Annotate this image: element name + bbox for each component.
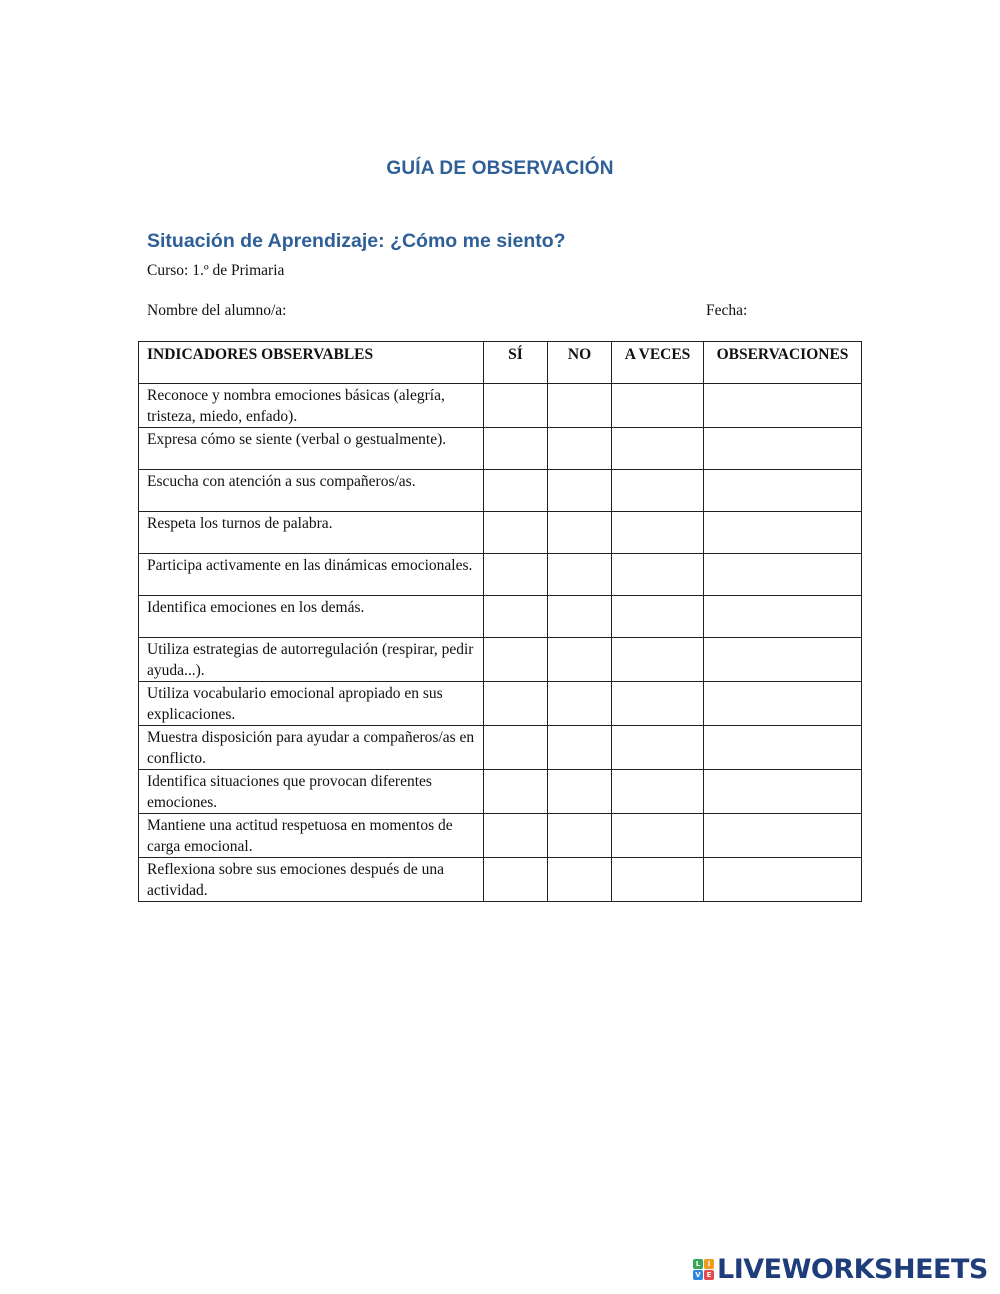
course-label: Curso: 1.º de Primaria bbox=[147, 262, 285, 279]
yes-cell[interactable] bbox=[484, 682, 548, 726]
table-row bbox=[139, 554, 862, 596]
no-cell[interactable] bbox=[548, 428, 612, 470]
table-row bbox=[139, 682, 862, 726]
column-header-observations: OBSERVACIONES bbox=[704, 342, 862, 384]
observations-cell[interactable] bbox=[704, 726, 862, 770]
table-header-row bbox=[139, 342, 862, 384]
table-row bbox=[139, 858, 862, 902]
sometimes-cell[interactable] bbox=[612, 682, 704, 726]
column-header-sometimes: A VECES bbox=[612, 342, 704, 384]
sometimes-cell[interactable] bbox=[612, 384, 704, 428]
observations-cell[interactable] bbox=[704, 554, 862, 596]
liveworksheets-brand bbox=[693, 1254, 988, 1284]
no-cell[interactable] bbox=[548, 726, 612, 770]
table-body bbox=[139, 384, 862, 902]
table-row bbox=[139, 512, 862, 554]
indicator-cell: Expresa cómo se siente (verbal o gestualmente). bbox=[139, 428, 484, 470]
no-cell[interactable] bbox=[548, 638, 612, 682]
logo-tile: V bbox=[693, 1270, 703, 1280]
sometimes-cell[interactable] bbox=[612, 770, 704, 814]
yes-cell[interactable] bbox=[484, 384, 548, 428]
no-cell[interactable] bbox=[548, 596, 612, 638]
indicator-cell: Participa activamente en las dinámicas emocionales. bbox=[139, 554, 484, 596]
table-row bbox=[139, 596, 862, 638]
observations-cell[interactable] bbox=[704, 858, 862, 902]
table-row bbox=[139, 814, 862, 858]
no-cell[interactable] bbox=[548, 470, 612, 512]
indicator-cell: Identifica emociones en los demás. bbox=[139, 596, 484, 638]
observation-table bbox=[138, 341, 862, 902]
table-row bbox=[139, 470, 862, 512]
yes-cell[interactable] bbox=[484, 512, 548, 554]
yes-cell[interactable] bbox=[484, 638, 548, 682]
no-cell[interactable] bbox=[548, 554, 612, 596]
observations-cell[interactable] bbox=[704, 512, 862, 554]
sometimes-cell[interactable] bbox=[612, 638, 704, 682]
yes-cell[interactable] bbox=[484, 554, 548, 596]
brand-name: LIVEWORKSHEETS bbox=[717, 1253, 988, 1285]
observations-cell[interactable] bbox=[704, 384, 862, 428]
indicator-cell: Reconoce y nombra emociones básicas (alegría, tristeza, miedo, enfado). bbox=[139, 384, 484, 428]
sometimes-cell[interactable] bbox=[612, 814, 704, 858]
sometimes-cell[interactable] bbox=[612, 596, 704, 638]
liveworksheets-logo-icon bbox=[693, 1259, 714, 1280]
column-header-yes: SÍ bbox=[484, 342, 548, 384]
learning-situation-title: Situación de Aprendizaje: ¿Cómo me siento? bbox=[147, 230, 566, 252]
observations-cell[interactable] bbox=[704, 814, 862, 858]
yes-cell[interactable] bbox=[484, 770, 548, 814]
observations-cell[interactable] bbox=[704, 596, 862, 638]
indicator-cell: Reflexiona sobre sus emociones después de una actividad. bbox=[139, 858, 484, 902]
observations-cell[interactable] bbox=[704, 770, 862, 814]
observations-cell[interactable] bbox=[704, 682, 862, 726]
column-header-no: NO bbox=[548, 342, 612, 384]
indicator-cell: Identifica situaciones que provocan diferentes emociones. bbox=[139, 770, 484, 814]
logo-tile: I bbox=[704, 1259, 714, 1269]
yes-cell[interactable] bbox=[484, 596, 548, 638]
logo-tile: L bbox=[693, 1259, 703, 1269]
table-row bbox=[139, 638, 862, 682]
sometimes-cell[interactable] bbox=[612, 858, 704, 902]
no-cell[interactable] bbox=[548, 512, 612, 554]
no-cell[interactable] bbox=[548, 682, 612, 726]
date-label: Fecha: bbox=[706, 302, 748, 319]
no-cell[interactable] bbox=[548, 858, 612, 902]
table-row bbox=[139, 384, 862, 428]
column-header-indicators: INDICADORES OBSERVABLES bbox=[139, 342, 484, 384]
indicator-cell: Utiliza estrategias de autorregulación (respirar, pedir ayuda...). bbox=[139, 638, 484, 682]
table-row bbox=[139, 770, 862, 814]
observations-cell[interactable] bbox=[704, 638, 862, 682]
sometimes-cell[interactable] bbox=[612, 428, 704, 470]
yes-cell[interactable] bbox=[484, 470, 548, 512]
indicator-cell: Escucha con atención a sus compañeros/as. bbox=[139, 470, 484, 512]
observations-cell[interactable] bbox=[704, 470, 862, 512]
student-name-label: Nombre del alumno/a: bbox=[147, 302, 287, 319]
indicator-cell: Utiliza vocabulario emocional apropiado en sus explicaciones. bbox=[139, 682, 484, 726]
sometimes-cell[interactable] bbox=[612, 512, 704, 554]
yes-cell[interactable] bbox=[484, 858, 548, 902]
yes-cell[interactable] bbox=[484, 726, 548, 770]
sometimes-cell[interactable] bbox=[612, 554, 704, 596]
observations-cell[interactable] bbox=[704, 428, 862, 470]
yes-cell[interactable] bbox=[484, 814, 548, 858]
indicator-cell: Mantiene una actitud respetuosa en momentos de carga emocional. bbox=[139, 814, 484, 858]
yes-cell[interactable] bbox=[484, 428, 548, 470]
indicator-cell: Respeta los turnos de palabra. bbox=[139, 512, 484, 554]
sometimes-cell[interactable] bbox=[612, 726, 704, 770]
logo-tile: E bbox=[704, 1270, 714, 1280]
page-title: GUÍA DE OBSERVACIÓN bbox=[386, 158, 614, 179]
no-cell[interactable] bbox=[548, 770, 612, 814]
table-row bbox=[139, 428, 862, 470]
indicator-cell: Muestra disposición para ayudar a compañeros/as en conflicto. bbox=[139, 726, 484, 770]
sometimes-cell[interactable] bbox=[612, 470, 704, 512]
table-row bbox=[139, 726, 862, 770]
no-cell[interactable] bbox=[548, 814, 612, 858]
no-cell[interactable] bbox=[548, 384, 612, 428]
